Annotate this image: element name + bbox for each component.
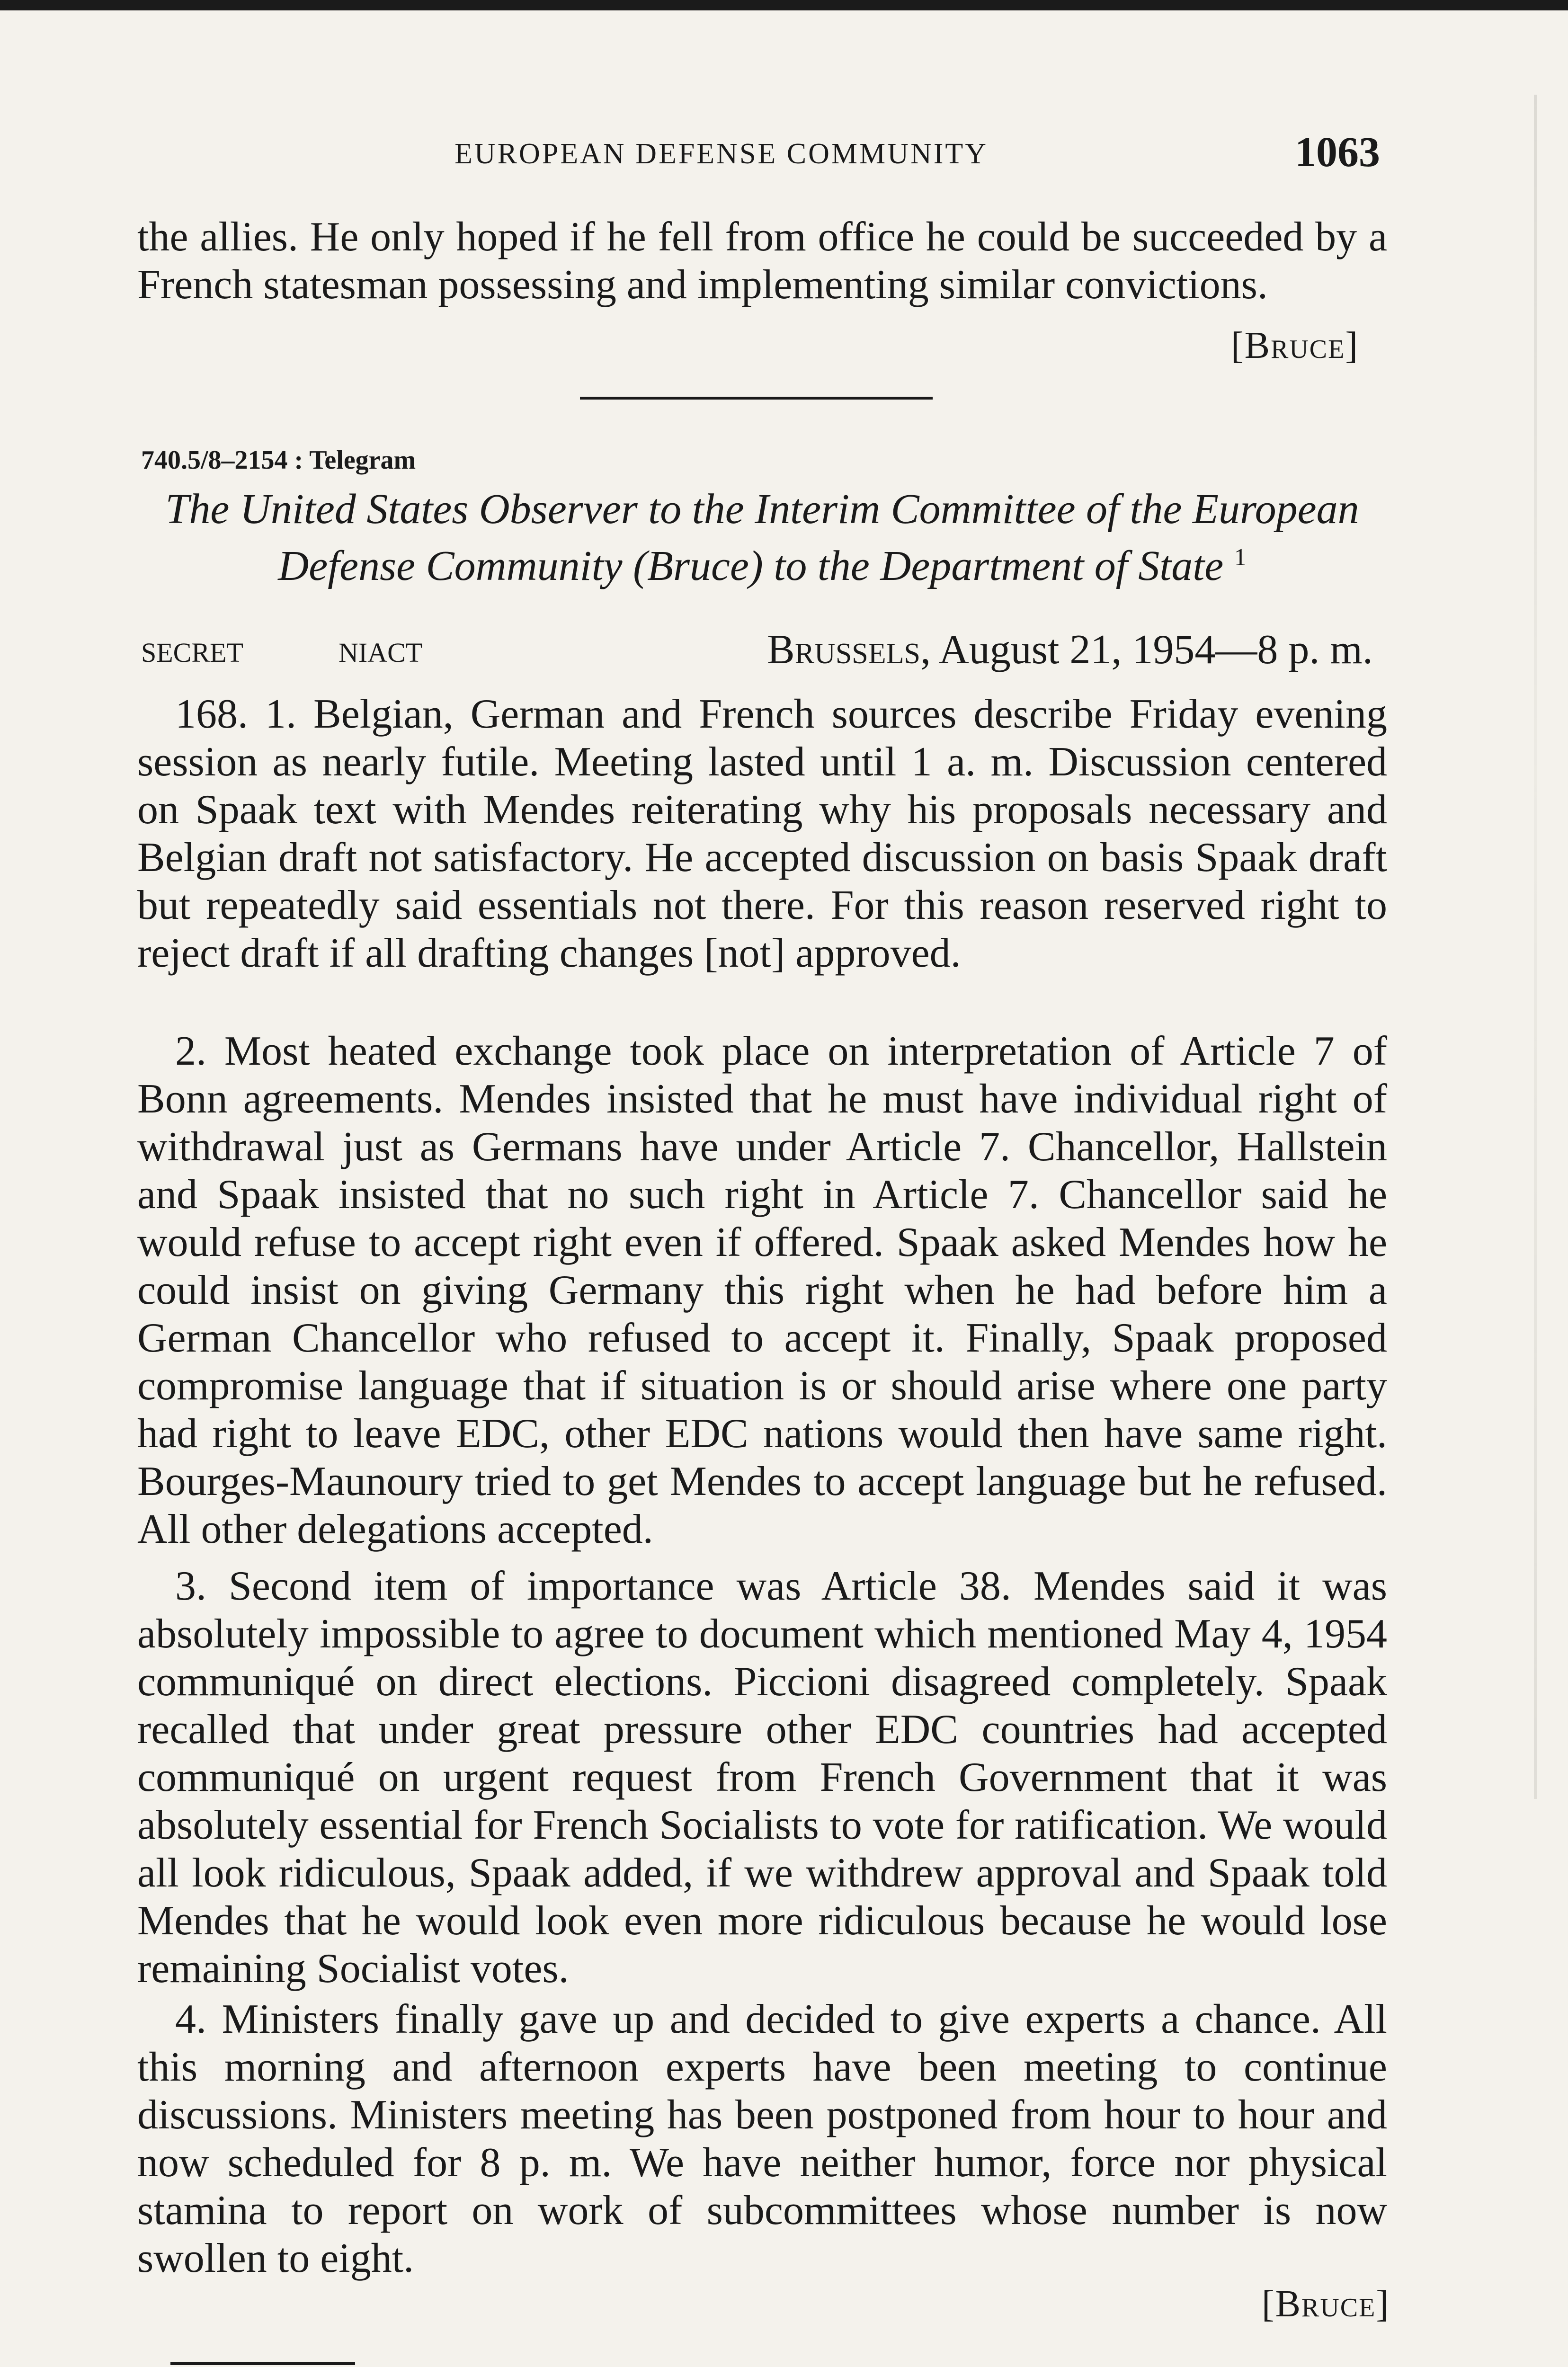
- scan-top-border: [0, 0, 1568, 10]
- paragraph-4: 4. Ministers finally gave up and decided to give experts a chance. All this morning and afternoon experts have been meeting to continue discussions. Ministers meeting has been postponed from hour to hour and now scheduled for 8 p. m. We have neither humor, force nor physical stamina to report on work of subcommittees whose number is now swollen to eight.: [137, 1996, 1387, 2281]
- classification: SECRET: [141, 637, 243, 668]
- paragraph-3: 3. Second item of importance was Article 38. Mendes said it was absolutely impossible to agree to document which mentioned May 4, 1954 communiqué on direct elections. Piccioni disagreed completely. Spaak recalled that under great pressure other EDC countries had accepted communiqué on urgent request from French Government that it was absolutely essential for French Socialists to vote for ratification. We would all look ridiculous, Spaak added, if we withdrew approval and Spaak told Mendes that he would look even more ridiculous because he would lose remaining Socialist votes.: [137, 1563, 1387, 1992]
- file-reference: 740.5/8–2154 : Telegram: [141, 445, 416, 475]
- dateline-date: August 21, 1954—8 p. m.: [939, 627, 1373, 673]
- dateline: [767, 626, 1373, 674]
- paragraph-2: 2. Most heated exchange took place on interpretation of Article 7 of Bonn agreements. Mendes insisted that he must have individual right of withdrawal just as Germans have under Article 7. Chancellor, Hallstein and Spaak insisted that no such right in Article 7. Chancellor said he would refuse to accept right even if offered. Spaak asked Mendes how he could insist on giving Germany this right when he had before him a German Chancellor who refused to accept it. Finally, Spaak proposed compromise language that if situation is or should arise where one party had right to leave EDC, other EDC nations would then have same right. Bourges-Maunoury tried to get Mendes to accept language but he refused. All other delegations accepted.: [137, 1028, 1387, 1552]
- document-title: [137, 485, 1387, 590]
- previous-document-signature: [Bruce]: [1231, 325, 1359, 366]
- precedence: NIACT: [339, 637, 423, 668]
- document-signature: [Bruce]: [1262, 2283, 1390, 2325]
- dateline-place: Brussels,: [767, 627, 931, 673]
- previous-document-closing-text: the allies. He only hoped if he fell from office he could be succeeded by a French statesman possessing and implementing similar convictions.: [137, 214, 1387, 308]
- title-footnote-mark: 1: [1234, 544, 1247, 571]
- paragraph-1: 168. 1. Belgian, German and French sources describe Friday evening session as nearly futile. Meeting lasted until 1 a. m. Discussion centered on Spaak text with Mendes reiterating why his proposals necessary and Belgian draft not satisfactory. He accepted discussion on basis Spaak draft but repeatedly said essentials not there. For this reason reserved right to reject draft if all drafting changes [not] approved.: [137, 691, 1387, 976]
- footnote-rule: [170, 2362, 355, 2365]
- running-head: EUROPEAN DEFENSE COMMUNITY: [454, 138, 989, 170]
- scan-page-edge: [1534, 95, 1537, 1799]
- document-title-text: The United States Observer to the Interim Committee of the European Defense Community (Bruce) to the Department of State: [165, 486, 1359, 589]
- page-number: 1063: [1295, 129, 1380, 176]
- section-divider-rule: [580, 397, 933, 400]
